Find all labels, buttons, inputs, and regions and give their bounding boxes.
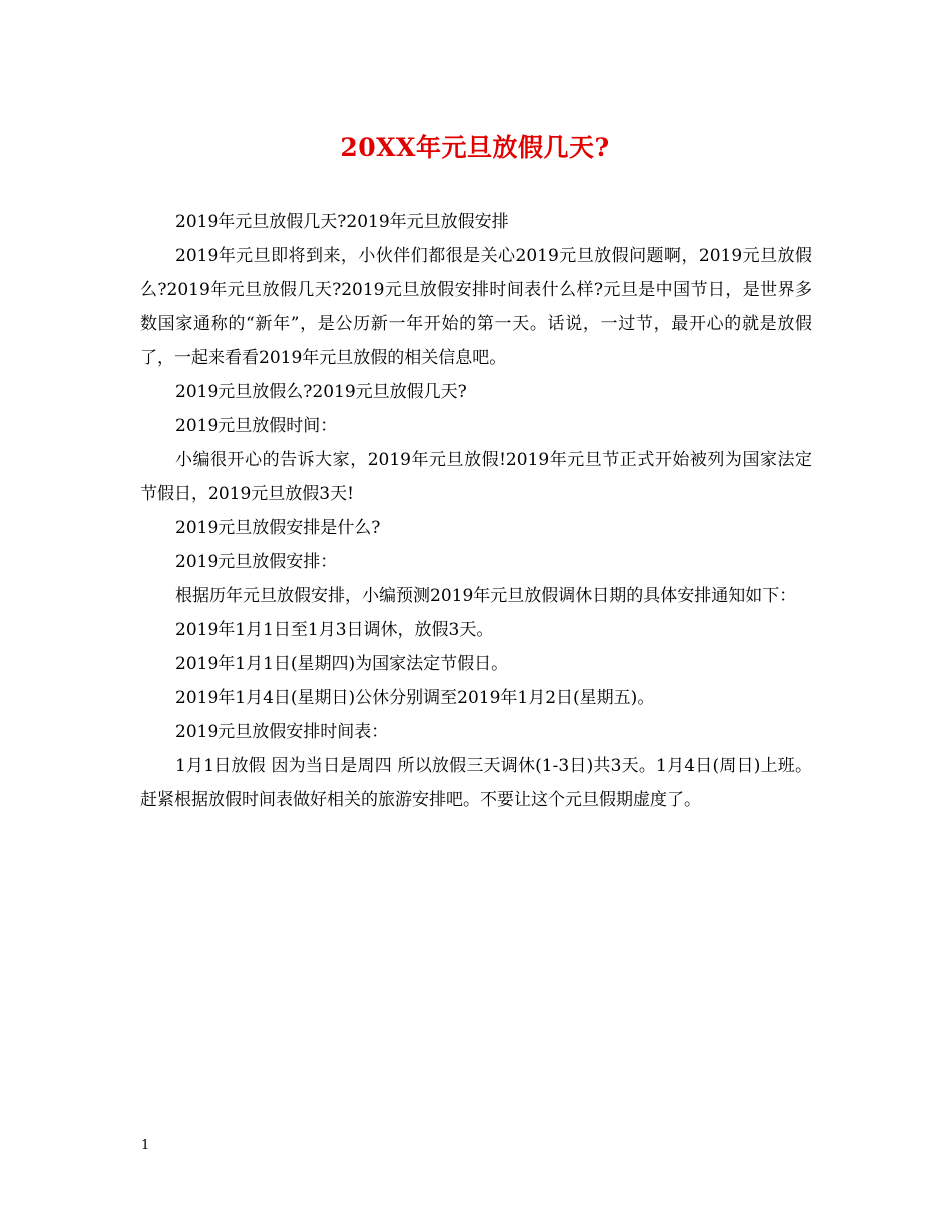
paragraph: 2019年1月1日至1月3日调休，放假3天。 xyxy=(175,620,494,640)
document-body xyxy=(140,205,812,817)
paragraph: 2019元旦放假时间： xyxy=(175,416,338,436)
paragraph: 2019年1月4日(星期日)公休分别调至2019年1月2日(星期五)。 xyxy=(175,688,655,708)
paragraph: 小编很开心的告诉大家，2019年元旦放假!2019年元旦节正式开始被列为国家法定节假日，2019元旦放假3天! xyxy=(140,450,812,504)
page-number: 1 xyxy=(141,1138,150,1153)
paragraph: 2019元旦放假么?2019元旦放假几天? xyxy=(175,382,467,402)
paragraph: 根据历年元旦放假安排，小编预测2019年元旦放假调休日期的具体安排通知如下： xyxy=(175,586,797,606)
paragraph: 2019年元旦放假几天?2019年元旦放假安排 xyxy=(175,212,509,232)
paragraph: 2019元旦放假安排是什么? xyxy=(175,518,381,538)
document-title: 20XX年元旦放假几天? xyxy=(340,133,610,162)
paragraph: 2019年元旦即将到来，小伙伴们都很是关心2019元旦放假问题啊，2019元旦放假么?2019年元旦放假几天?2019元旦放假安排时间表什么样?元旦是中国节日，是世界多数国家通称的“新年”，是公历新一年开始的第一天。话说，一过节，最开心的就是放假了，一起来看看2019年元旦放假的相关信息吧。 xyxy=(140,246,812,368)
paragraph: 2019元旦放假安排时间表： xyxy=(175,722,389,742)
paragraph: 1月1日放假 因为当日是周四 所以放假三天调休(1-3日)共3天。1月4日(周日)上班。赶紧根据放假时间表做好相关的旅游安排吧。不要让这个元旦假期虚度了。 xyxy=(140,756,812,810)
paragraph: 2019元旦放假安排： xyxy=(175,552,338,572)
paragraph: 2019年1月1日(星期四)为国家法定节假日。 xyxy=(175,654,509,674)
